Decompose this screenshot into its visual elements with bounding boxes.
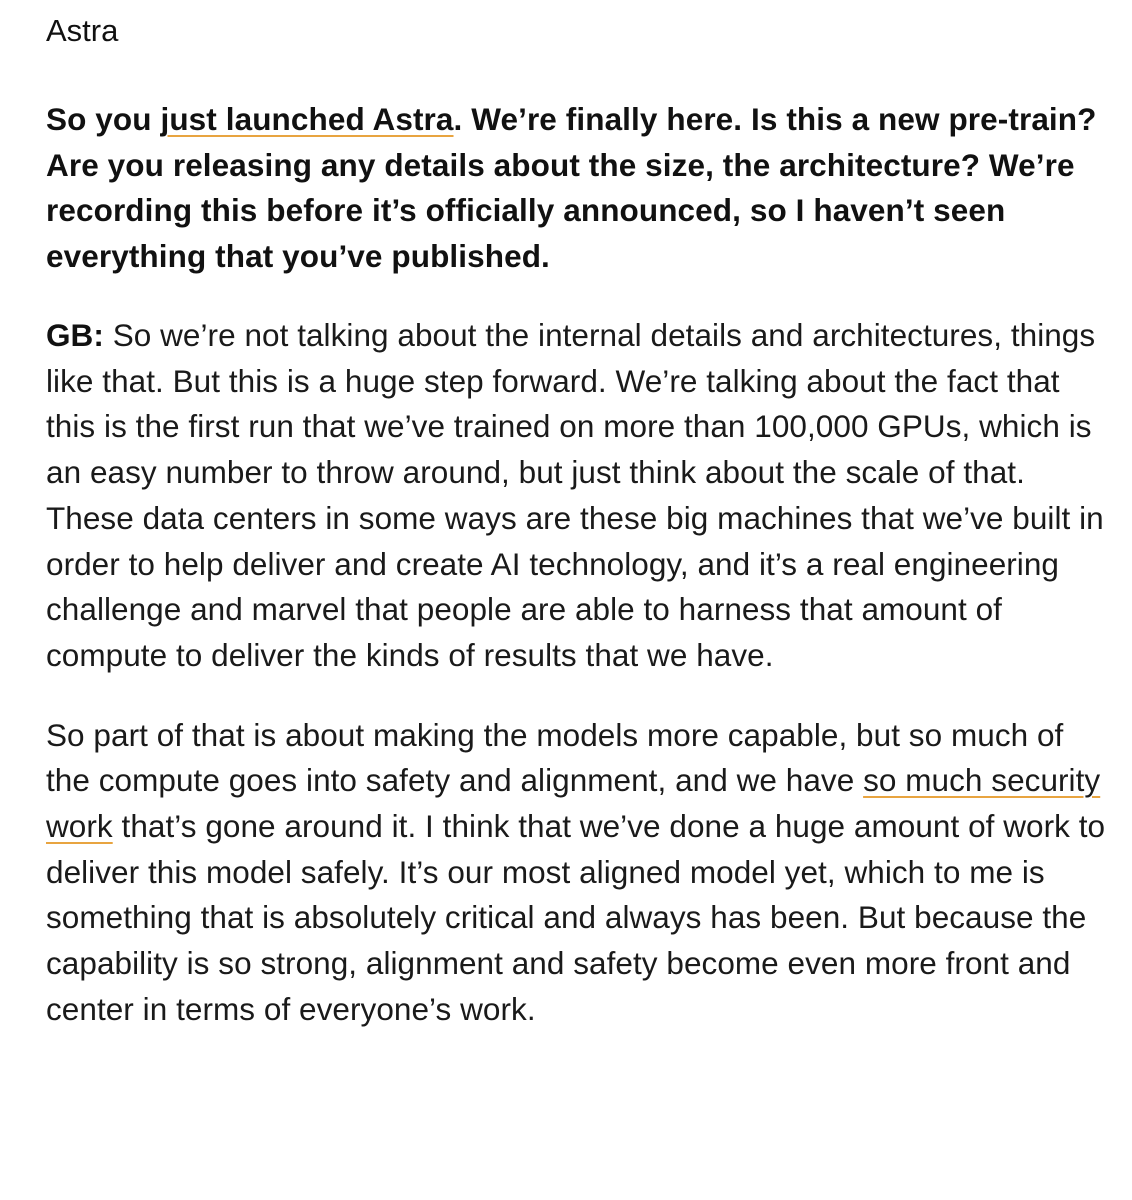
- answer-paragraph-1: [46, 313, 1116, 679]
- security-work-link[interactable]: so much security work: [46, 762, 1101, 845]
- answer-paragraph-2-end: that’s gone around it. I think that we’ve done a huge amount of work to deliver this model safely. It’s our most aligned model yet, which to me is something that is absolutely critical and always has been. But because the capability is so strong, alignment and safety become even more front and center in terms of everyone’s work.: [46, 808, 1106, 1027]
- page-title: Astra: [46, 13, 119, 48]
- question-text-start: So you: [46, 101, 161, 137]
- article: [46, 0, 1116, 1033]
- answer-paragraph-2-start: So part of that is about making the models more capable, but so much of the compute goes into safety and alignment, and we have: [46, 716, 1064, 799]
- answer-paragraph-1-text: So we’re not talking about the internal details and architectures, things like that. But this is a huge step forward. We’re talking about the fact that this is the first run that we’ve trained on more than 100,000 GPUs, which is an easy number to throw around, but just think about the scale of that. These data centers in some ways are these big machines that we’ve built in order to help deliver and create AI technology, and it’s a real engineering challenge and marvel that people are able to harness that amount of compute to deliver the kinds of results that we have.: [46, 317, 1104, 673]
- answer-paragraph-2: [46, 713, 1116, 1033]
- interview-question: [46, 97, 1116, 279]
- question-text-end: . We’re finally here. Is this a new pre-train? Are you releasing any details about the size, the architecture? We’re recording this before it’s officially announced, so I haven’t seen everything that you’ve published.: [46, 101, 1097, 274]
- speaker-label: GB:: [46, 317, 104, 353]
- question-link[interactable]: just launched Astra: [160, 101, 454, 137]
